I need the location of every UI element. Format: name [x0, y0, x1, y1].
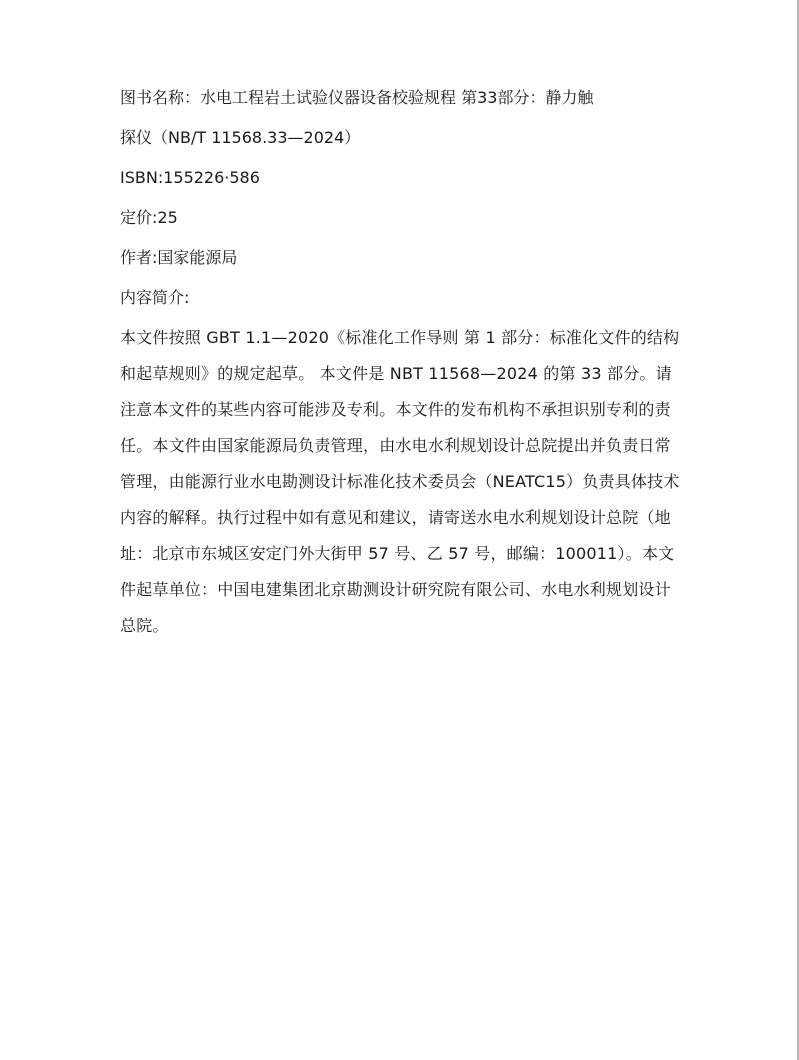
summary-heading: 内容简介:: [120, 288, 190, 307]
book-title-line-2: 探仪（NB/T 11568.33—2024）: [120, 128, 361, 147]
isbn: ISBN:155226·586: [120, 168, 260, 187]
book-title-line-1: 图书名称：水电工程岩土试验仪器设备校验规程 第33部分：静力触: [120, 88, 594, 107]
author: 作者:国家能源局: [120, 248, 238, 267]
summary-text: 本文件按照 GBT 1.1—2020《标准化工作导则 第 1 部分：标准化文件的结构和起草规则》的规定起草。 本文件是 NBT 11568—2024 的第 33 部分。请注意本文件的某些内容可能涉及专利。本文件的发布机构不承担识别专利的责任。本文件由国家能源局负责管理，由水电水利规划设计总院提出并负责日常管理，由能源行业水电勘测设计标准化技术委员会（NEATC15）负责具体技术内容的解释。执行过程中如有意见和建议，请寄送水电水利规划设计总院（地址：北京市东城区安定门外大街甲 57 号、乙 57 号，邮编：100011）。本文件起草单位：中国电建集团北京勘测设计研究院有限公司、水电水利规划设计总院。: [120, 328, 680, 635]
document-content: [120, 78, 686, 644]
summary-section: [120, 320, 686, 644]
price: 定价:25: [120, 208, 178, 227]
